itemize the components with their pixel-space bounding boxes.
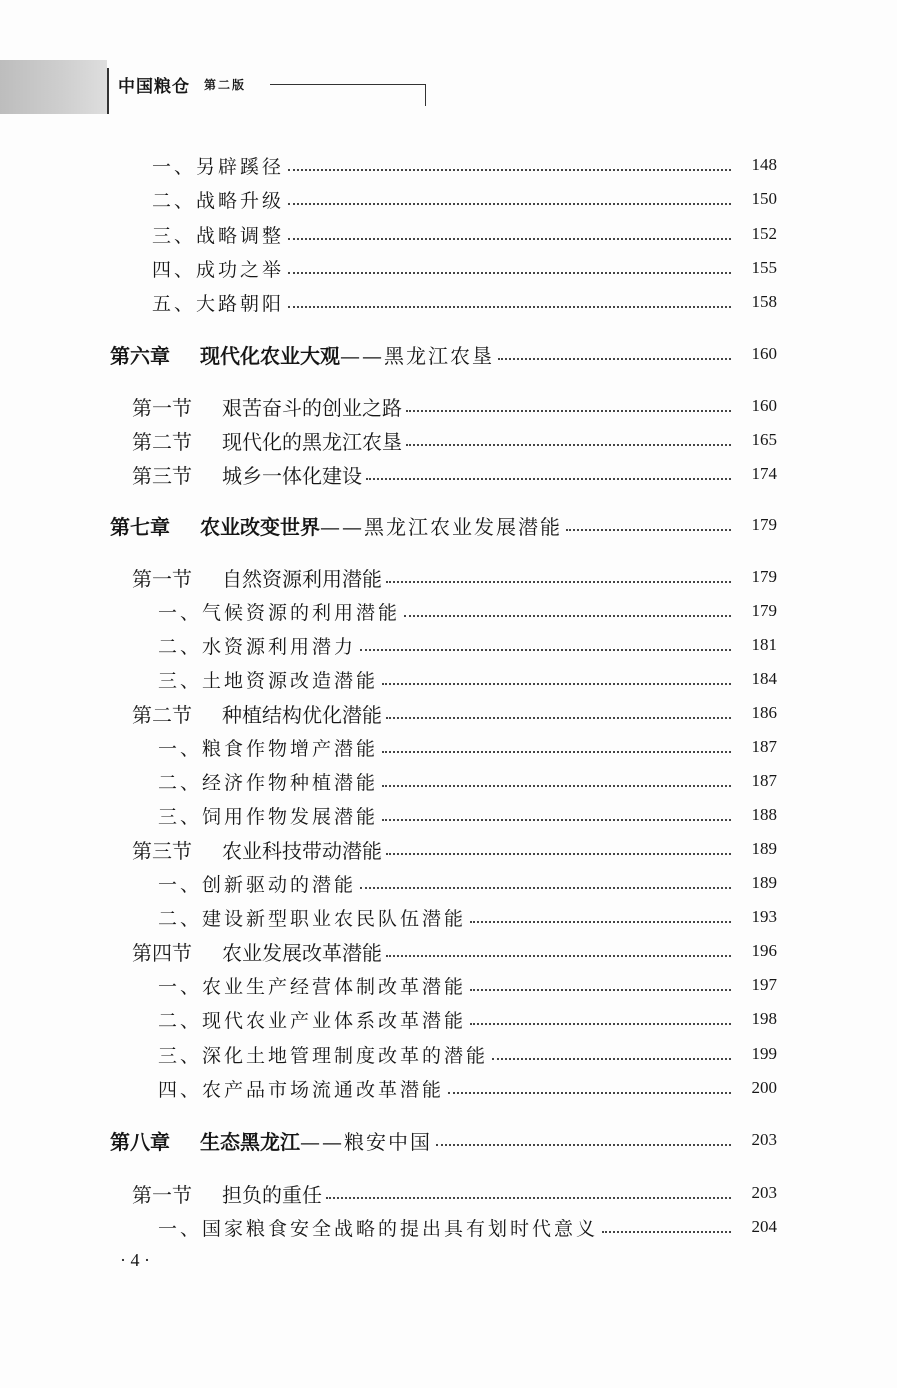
toc-item[interactable] <box>158 731 777 763</box>
dot-leader <box>406 410 731 412</box>
page-folio: · 4 · <box>120 1250 150 1270</box>
section-heading <box>132 426 402 455</box>
toc-page-number: 189 <box>751 873 777 892</box>
toc-item-label: 二、水资源利用潜力 <box>158 635 357 658</box>
toc-item-label: 一、农业生产经营体制改革潜能 <box>158 975 467 998</box>
toc-page-number: 187 <box>751 737 777 756</box>
dot-leader <box>386 581 731 583</box>
toc-page-number: 160 <box>751 344 777 363</box>
section-heading <box>132 835 382 864</box>
toc-item[interactable] <box>158 1038 777 1070</box>
section-number: 第四节 <box>132 940 192 965</box>
toc-item-label: 二、经济作物种植潜能 <box>158 771 379 794</box>
toc-page-number: 184 <box>751 669 777 688</box>
toc-page-number: 148 <box>751 155 777 174</box>
toc-page-number: 188 <box>751 805 777 824</box>
chapter-heading <box>110 511 562 540</box>
dot-leader <box>366 478 731 480</box>
toc-page-number: 193 <box>751 907 777 926</box>
toc-section[interactable] <box>132 697 777 729</box>
toc-page-number: 198 <box>751 1009 777 1028</box>
dot-leader <box>288 238 731 240</box>
chapter-heading <box>110 340 494 369</box>
section-heading <box>132 563 382 592</box>
toc-page-number: 179 <box>751 567 777 586</box>
toc-item-label: 三、土地资源改造潜能 <box>158 669 379 692</box>
toc-item-label: 三、深化土地管理制度改革的潜能 <box>158 1044 489 1067</box>
toc-item[interactable] <box>158 969 777 1001</box>
toc-item-label: 一、创新驱动的潜能 <box>158 873 357 896</box>
toc-item[interactable] <box>158 1003 777 1035</box>
toc-page-number: 181 <box>751 635 777 654</box>
chapter-title: 生态黑龙江 <box>200 1129 300 1154</box>
section-title: 艰苦奋斗的创业之路 <box>222 395 402 420</box>
dot-leader <box>386 853 731 855</box>
toc-section[interactable] <box>132 390 777 422</box>
dot-leader <box>470 1023 731 1025</box>
dot-leader <box>566 529 731 531</box>
toc-page-number: 186 <box>751 703 777 722</box>
toc-item-label: 五、大路朝阳 <box>152 292 285 315</box>
toc-chapter-8[interactable] <box>110 1124 777 1156</box>
section-heading <box>132 699 382 728</box>
toc-item[interactable] <box>152 252 777 284</box>
toc-page-number: 165 <box>751 430 777 449</box>
dot-leader <box>326 1197 731 1199</box>
toc-page-number: 150 <box>751 189 777 208</box>
toc-page-number: 199 <box>751 1044 777 1063</box>
dot-leader <box>470 921 731 923</box>
dot-leader <box>382 785 731 787</box>
toc-page-number: 179 <box>751 515 777 534</box>
toc-item-label: 一、粮食作物增产潜能 <box>158 737 379 760</box>
section-number: 第二节 <box>132 702 192 727</box>
toc-item[interactable] <box>158 901 777 933</box>
toc-section[interactable] <box>132 935 777 967</box>
toc-item[interactable] <box>152 149 777 181</box>
section-title: 农业科技带动潜能 <box>222 838 382 863</box>
toc-chapter-7[interactable] <box>110 509 777 541</box>
toc-page-number: 160 <box>751 396 777 415</box>
toc-section[interactable] <box>132 833 777 865</box>
toc-section[interactable] <box>132 1177 777 1209</box>
toc-item[interactable] <box>158 867 777 899</box>
section-heading <box>132 392 402 421</box>
toc-item-label: 四、成功之举 <box>152 258 285 281</box>
dot-leader <box>382 819 731 821</box>
toc-item-label: 二、战略升级 <box>152 189 285 212</box>
toc-page-number: 200 <box>751 1078 777 1097</box>
toc-item-label: 二、建设新型职业农民队伍潜能 <box>158 907 467 930</box>
book-edition: 第二版 <box>204 78 247 92</box>
toc-page-number: 187 <box>751 771 777 790</box>
toc-item[interactable] <box>158 629 777 661</box>
chapter-subtitle: ——粮安中国 <box>300 1129 432 1154</box>
section-heading <box>132 1179 322 1208</box>
chapter-number: 第六章 <box>110 343 170 368</box>
toc-item-label: 三、战略调整 <box>152 224 285 247</box>
dot-leader <box>386 717 731 719</box>
toc-page-number: 196 <box>751 941 777 960</box>
chapter-title: 农业改变世界 <box>200 514 320 539</box>
dot-leader <box>288 272 731 274</box>
dot-leader <box>386 955 731 957</box>
dot-leader <box>470 989 731 991</box>
section-heading <box>132 937 382 966</box>
dot-leader <box>448 1092 731 1094</box>
toc-page-number: 179 <box>751 601 777 620</box>
toc-page-number: 174 <box>751 464 777 483</box>
section-number: 第一节 <box>132 566 192 591</box>
toc-item[interactable] <box>158 663 777 695</box>
toc-item[interactable] <box>158 1211 777 1243</box>
chapter-subtitle: ——黑龙江农业发展潜能 <box>320 514 562 539</box>
section-title: 现代化的黑龙江农垦 <box>222 429 402 454</box>
dot-leader <box>382 683 731 685</box>
section-number: 第一节 <box>132 395 192 420</box>
toc-item-label: 四、农产品市场流通改革潜能 <box>158 1078 445 1101</box>
book-title: 中国粮仓 <box>118 77 190 97</box>
toc-item-label: 一、另辟蹊径 <box>152 155 285 178</box>
toc-page-number: 189 <box>751 839 777 858</box>
chapter-heading <box>110 1126 432 1155</box>
toc-chapter-6[interactable] <box>110 338 777 370</box>
toc-page-number: 197 <box>751 975 777 994</box>
dot-leader <box>288 203 731 205</box>
toc-page-number: 158 <box>751 292 777 311</box>
dot-leader <box>360 649 731 651</box>
dot-leader <box>404 615 731 617</box>
toc-section[interactable] <box>132 458 777 490</box>
dot-leader <box>288 306 731 308</box>
dot-leader <box>360 887 731 889</box>
section-number: 第三节 <box>132 838 192 863</box>
section-title: 城乡一体化建设 <box>222 463 362 488</box>
dot-leader <box>498 358 731 360</box>
section-title: 农业发展改革潜能 <box>222 940 382 965</box>
toc-item[interactable] <box>152 183 777 215</box>
toc-item-label: 三、饲用作物发展潜能 <box>158 805 379 828</box>
toc-item-label: 二、现代农业产业体系改革潜能 <box>158 1009 467 1032</box>
section-title: 种植结构优化潜能 <box>222 702 382 727</box>
chapter-title: 现代化农业大观 <box>200 343 340 368</box>
toc-page-number: 203 <box>751 1183 777 1202</box>
toc-section[interactable] <box>132 424 777 456</box>
toc-item-label: 一、国家粮食安全战略的提出具有划时代意义 <box>158 1217 599 1240</box>
toc-item[interactable] <box>158 799 777 831</box>
dot-leader <box>406 444 731 446</box>
chapter-number: 第八章 <box>110 1129 170 1154</box>
toc-item[interactable] <box>158 1072 777 1104</box>
dot-leader <box>602 1231 731 1233</box>
toc-item-label: 一、气候资源的利用潜能 <box>158 601 401 624</box>
section-heading <box>132 460 362 489</box>
section-number: 第一节 <box>132 1182 192 1207</box>
toc-page-number: 152 <box>751 224 777 243</box>
section-number: 第三节 <box>132 463 192 488</box>
dot-leader <box>436 1144 731 1146</box>
section-number: 第二节 <box>132 429 192 454</box>
section-title: 自然资源利用潜能 <box>222 566 382 591</box>
toc-item[interactable] <box>158 765 777 797</box>
toc-item[interactable] <box>152 218 777 250</box>
chapter-number: 第七章 <box>110 514 170 539</box>
toc-page-number: 203 <box>751 1130 777 1149</box>
toc-section[interactable] <box>132 561 777 593</box>
toc-item[interactable] <box>158 595 777 627</box>
chapter-subtitle: ——黑龙江农垦 <box>340 343 494 368</box>
section-title: 担负的重任 <box>222 1182 322 1207</box>
toc-item[interactable] <box>152 286 777 318</box>
dot-leader <box>492 1058 731 1060</box>
dot-leader <box>382 751 731 753</box>
toc-page-number: 204 <box>751 1217 777 1236</box>
dot-leader <box>288 169 731 171</box>
toc-page-number: 155 <box>751 258 777 277</box>
